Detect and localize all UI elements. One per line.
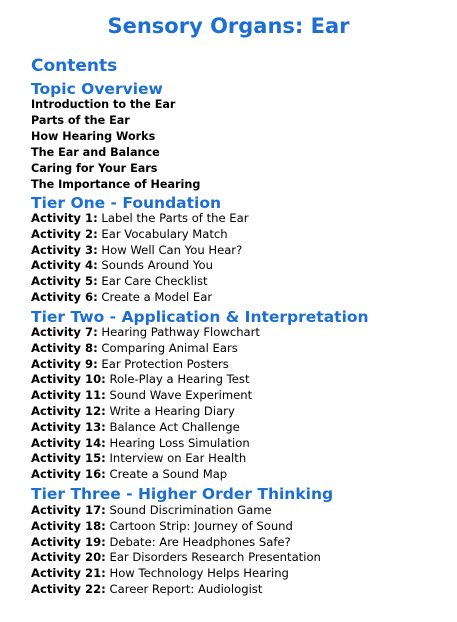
- activity-title: Career Report: Audiologist: [109, 581, 263, 596]
- activity-item: [31, 503, 321, 519]
- topic-item: How Hearing Works: [31, 130, 156, 143]
- activity-item: [31, 290, 248, 306]
- topic-item: Introduction to the Ear: [31, 98, 176, 111]
- activity-number: Activity 6:: [31, 289, 98, 304]
- activity-item: [31, 519, 321, 535]
- activity-title: Label the Parts of the Ear: [101, 211, 249, 225]
- activity-title: Ear Vocabulary Match: [101, 226, 228, 241]
- activity-item: [31, 404, 260, 420]
- activity-item: [31, 227, 248, 243]
- activity-item: [31, 243, 248, 259]
- activity-title: Sound Wave Experiment: [109, 388, 253, 403]
- activity-item: [31, 420, 260, 436]
- page-title: Sensory Organs: Ear: [107, 14, 350, 38]
- activity-item: [31, 357, 260, 373]
- topic-item: Parts of the Ear: [31, 114, 130, 127]
- activity-number: Activity 16:: [31, 467, 106, 482]
- activity-title: Role-Play a Hearing Test: [109, 372, 250, 387]
- tier-one-list: [31, 211, 248, 306]
- activity-item: [31, 274, 248, 290]
- activity-number: Activity 5:: [31, 274, 98, 289]
- activity-number: Activity 1:: [31, 211, 98, 225]
- activity-number: Activity 21:: [31, 566, 106, 581]
- activity-title: Balance Act Challenge: [109, 419, 240, 434]
- activity-number: Activity 10:: [31, 372, 106, 387]
- activity-number: Activity 3:: [31, 242, 98, 257]
- contents-heading: Contents: [31, 56, 118, 76]
- activity-title: Ear Care Checklist: [101, 274, 208, 289]
- activity-title: Sound Discrimination Game: [109, 503, 272, 517]
- activity-item: [31, 582, 321, 598]
- activity-title: Hearing Loss Simulation: [109, 435, 250, 450]
- activity-number: Activity 17:: [31, 503, 106, 517]
- activity-number: Activity 12:: [31, 403, 106, 418]
- topic-item: The Importance of Hearing: [31, 178, 201, 191]
- tier-two-list: [31, 325, 260, 483]
- activity-item: [31, 467, 260, 483]
- tier-two-heading: Tier Two - Application & Interpretation: [31, 308, 369, 326]
- activity-title: Debate: Are Headphones Safe?: [109, 534, 291, 549]
- activity-number: Activity 15:: [31, 451, 106, 466]
- activity-number: Activity 11:: [31, 388, 106, 403]
- tier-one-heading: Tier One - Foundation: [31, 194, 222, 212]
- activity-item: [31, 372, 260, 388]
- activity-title: Ear Protection Posters: [101, 356, 229, 371]
- tier-three-heading: Tier Three - Higher Order Thinking: [31, 485, 334, 503]
- tier-three-list: [31, 503, 321, 598]
- activity-item: [31, 258, 248, 274]
- activity-item: [31, 388, 260, 404]
- topic-overview-heading: Topic Overview: [31, 80, 163, 98]
- activity-number: Activity 2:: [31, 226, 98, 241]
- activity-number: Activity 18:: [31, 518, 106, 533]
- activity-item: [31, 211, 248, 227]
- activity-title: Write a Hearing Diary: [109, 403, 235, 418]
- topic-overview-list: [31, 97, 200, 193]
- activity-title: How Technology Helps Hearing: [109, 566, 289, 581]
- activity-item: [31, 566, 321, 582]
- topic-item: Caring for Your Ears: [31, 162, 158, 175]
- activity-number: Activity 13:: [31, 419, 106, 434]
- activity-title: Hearing Pathway Flowchart: [101, 325, 260, 339]
- activity-number: Activity 9:: [31, 356, 98, 371]
- topic-item: The Ear and Balance: [31, 146, 160, 159]
- activity-number: Activity 8:: [31, 340, 98, 355]
- activity-item: [31, 451, 260, 467]
- activity-title: Comparing Animal Ears: [101, 340, 238, 355]
- activity-title: Interview on Ear Health: [109, 451, 247, 466]
- activity-title: Create a Model Ear: [101, 289, 213, 304]
- activity-item: [31, 341, 260, 357]
- activity-item: [31, 550, 321, 566]
- activity-title: Sounds Around You: [101, 258, 213, 273]
- activity-title: Ear Disorders Research Presentation: [109, 550, 321, 565]
- activity-item: [31, 436, 260, 452]
- activity-title: How Well Can You Hear?: [101, 242, 243, 257]
- activity-title: Cartoon Strip: Journey of Sound: [109, 518, 293, 533]
- activity-number: Activity 14:: [31, 435, 106, 450]
- activity-item: [31, 535, 321, 551]
- activity-number: Activity 7:: [31, 325, 98, 339]
- activity-number: Activity 20:: [31, 550, 106, 565]
- activity-title: Create a Sound Map: [109, 467, 228, 482]
- activity-item: [31, 325, 260, 341]
- activity-number: Activity 22:: [31, 581, 106, 596]
- activity-number: Activity 19:: [31, 534, 106, 549]
- activity-number: Activity 4:: [31, 258, 98, 273]
